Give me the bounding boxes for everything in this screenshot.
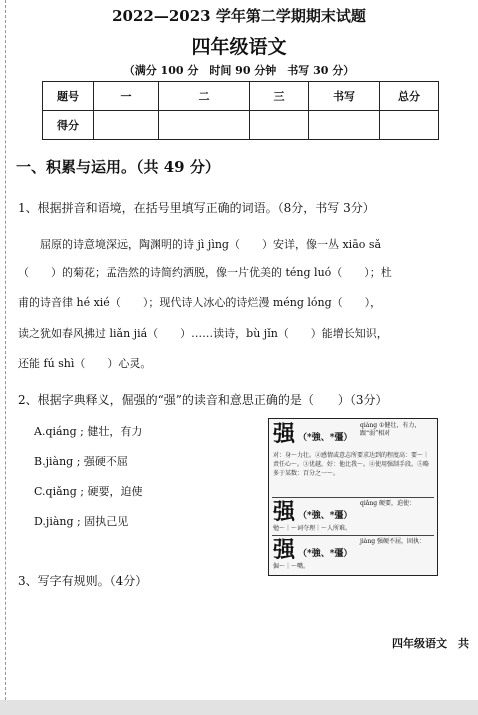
score-cell: 题号	[43, 82, 94, 111]
score-table-header-row	[43, 82, 439, 111]
score-input-cell[interactable]	[159, 111, 250, 140]
binding-dotted-line	[5, 0, 6, 700]
question-1-line: （ ）的菊花；孟浩然的诗简约洒脱，像一片优美的 téng luó（ ）；杜	[18, 266, 392, 279]
dict-pinyin: qiáng ①健壮，有力，跟“弱”相对	[360, 422, 421, 437]
section-heading: 一、积累与运用。（共 49 分）	[16, 158, 220, 176]
score-input-cell[interactable]	[94, 111, 159, 140]
score-cell: 一	[94, 82, 159, 111]
dict-variant: （*強、*彊）	[298, 433, 353, 443]
dict-pinyin: qiǎng 硬要，迫使：	[360, 500, 415, 507]
dict-definition: 倔～｜～嘴。	[273, 563, 310, 570]
question-3-stem: 3、写字有规则。（4分）	[18, 574, 148, 588]
dict-pinyin: jiàng 强硬不屈，固执：	[360, 538, 425, 545]
question-1-line: 甫的诗音律 hé xié（ ）；现代诗人冰心的诗烂漫 méng lóng（ ），	[18, 296, 382, 309]
dictionary-entry	[272, 537, 434, 573]
dict-variant: （*強、*彊）	[298, 511, 353, 521]
score-cell: 书写	[309, 82, 380, 111]
option-a[interactable]: A.qiáng ; 健壮，有力	[34, 425, 143, 438]
dict-char: 强	[273, 499, 296, 525]
score-table	[42, 81, 439, 140]
dict-char: 强	[273, 421, 296, 447]
dict-variant: （*強、*彊）	[298, 549, 353, 559]
question-1-stem: 1、根据拼音和语境，在括号里填写正确的词语。（8分，书写 3分）	[18, 201, 375, 215]
page-footer: 四年级语文 共	[392, 637, 469, 650]
score-cell: 二	[159, 82, 250, 111]
score-table-score-row	[43, 111, 439, 140]
score-input-cell[interactable]	[380, 111, 439, 140]
exam-subtitle: 四年级语文	[191, 36, 287, 58]
score-cell: 得分	[43, 111, 94, 140]
page-bottom-bar	[0, 700, 478, 715]
dictionary-entry	[272, 499, 434, 536]
dict-char: 强	[273, 537, 296, 563]
dictionary-image	[268, 418, 438, 576]
score-input-cell[interactable]	[250, 111, 309, 140]
question-1-line: 还能 fú shì（ ）心灵。	[18, 357, 152, 370]
score-input-cell[interactable]	[309, 111, 380, 140]
dictionary-entry	[272, 421, 434, 498]
score-cell: 总分	[380, 82, 439, 111]
dict-definition: 对：身～力壮。②感情或意志所要求达到的程度高：要～｜责任心～。③优越，好：他比我～。④使用强制手段。⑤略多于某数：百分之一～。	[273, 452, 430, 477]
score-cell: 三	[250, 82, 309, 111]
option-b[interactable]: B.jiàng ; 强硬不屈	[34, 455, 128, 468]
question-1-line: 读之犹如春风拂过 liǎn jiá（ ）……读诗，bù jǐn（ ）能增长知识，	[18, 327, 388, 340]
dict-definition: 勉～｜～词夺理｜～人所难。	[273, 525, 352, 532]
exam-title: 2022—2023 学年第二学期期末试题	[112, 7, 366, 25]
exam-meta: （满分 100 分 时间 90 分钟 书写 30 分）	[123, 64, 355, 77]
option-d[interactable]: D.jiàng ; 固执己见	[34, 515, 129, 528]
question-1-line: 屈原的诗意境深远，陶渊明的诗 jì jìng（ ）安详，像一丛 xiāo sǎ	[18, 238, 382, 251]
option-c[interactable]: C.qiǎng ; 硬要，迫使	[34, 485, 143, 498]
question-2-stem: 2、根据字典释义，倔强的“强”的读音和意思正确的是（ ）（3分）	[18, 393, 388, 407]
